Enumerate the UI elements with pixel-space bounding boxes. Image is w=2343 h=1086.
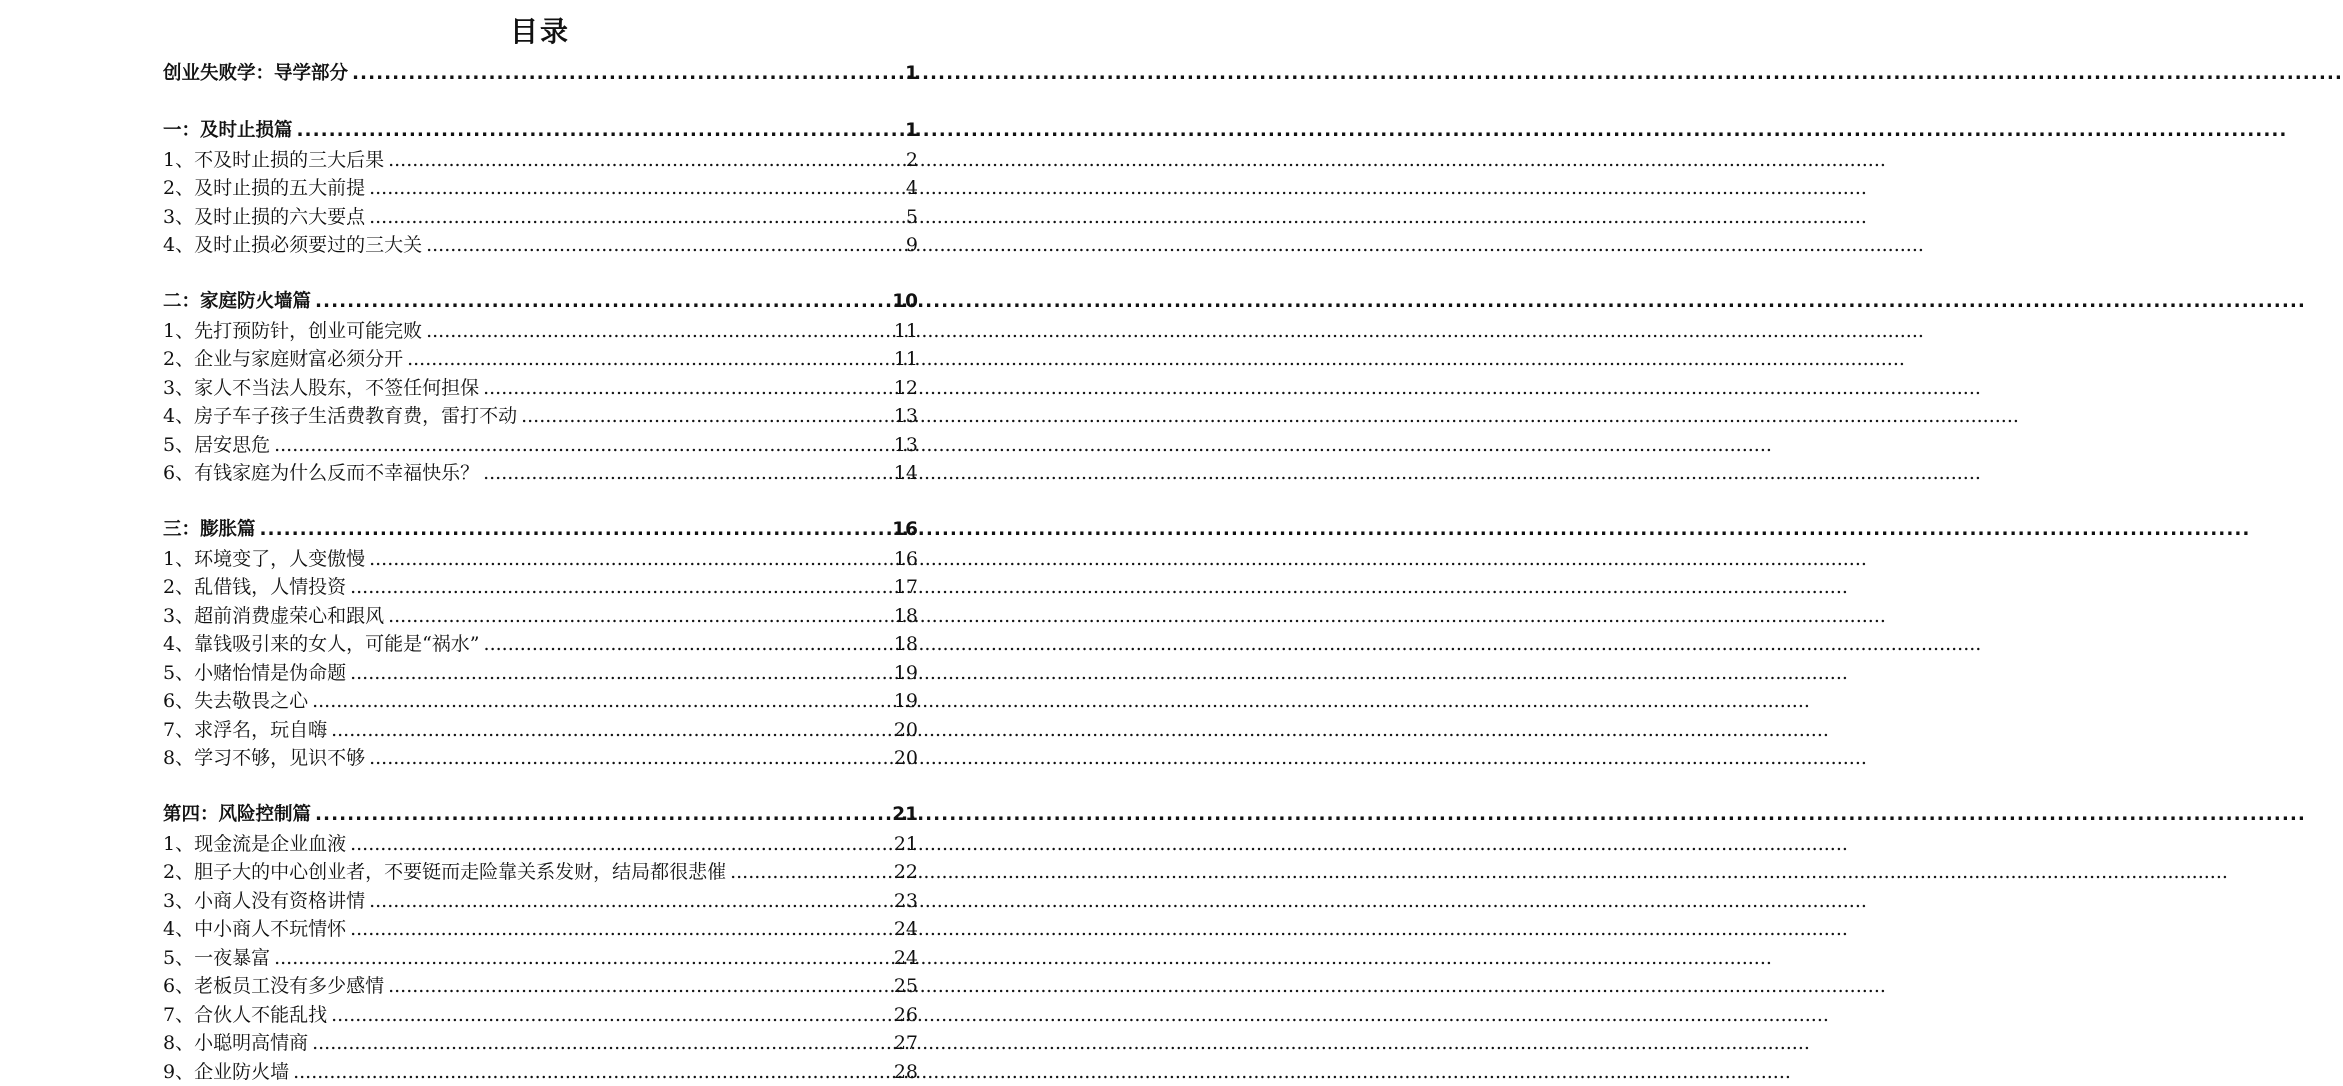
section-gap <box>163 773 918 802</box>
section-gap <box>163 488 918 517</box>
toc-item-label: 3、超前消费虚荣心和跟风 <box>163 602 384 631</box>
dot-leader <box>388 146 902 175</box>
toc-item-page: 4 <box>906 174 918 203</box>
toc-item-label: 6、有钱家庭为什么反而不幸福快乐？ <box>163 459 479 488</box>
toc-section-page: 21 <box>892 801 918 830</box>
dot-leader <box>331 1001 890 1030</box>
dot-leader <box>369 203 902 232</box>
toc-item-page: 14 <box>894 459 918 488</box>
toc-item-label: 8、学习不够，见识不够 <box>163 744 365 773</box>
dot-leader <box>293 1058 890 1086</box>
toc-item[interactable] <box>163 687 918 716</box>
toc-item-page: 20 <box>894 716 918 745</box>
toc-item[interactable] <box>163 174 918 203</box>
toc-item-label: 9、企业防火墙 <box>163 1058 289 1086</box>
toc-item-label: 2、乱借钱，人情投资 <box>163 573 346 602</box>
toc-item-page: 28 <box>894 1058 918 1086</box>
toc-item[interactable] <box>163 431 918 460</box>
dot-leader <box>369 744 890 773</box>
toc-section-page: 1 <box>905 117 918 146</box>
toc-item-page: 19 <box>894 687 918 716</box>
toc-item-page: 18 <box>894 630 918 659</box>
toc-item[interactable] <box>163 602 918 631</box>
toc-item-label: 5、一夜暴富 <box>163 944 270 973</box>
toc-item-label: 4、中小商人不玩情怀 <box>163 915 346 944</box>
toc-item[interactable] <box>163 1058 918 1086</box>
toc-item[interactable] <box>163 1001 918 1030</box>
toc-item[interactable] <box>163 972 918 1001</box>
dot-leader <box>483 459 890 488</box>
toc-item[interactable] <box>163 345 918 374</box>
toc-section-label: 三：膨胀篇 <box>163 516 256 545</box>
dot-leader <box>730 858 890 887</box>
toc-item[interactable] <box>163 317 918 346</box>
dot-leader <box>369 887 890 916</box>
toc-item-label: 3、及时止损的六大要点 <box>163 203 365 232</box>
toc-item-page: 16 <box>894 545 918 574</box>
dot-leader <box>521 402 890 431</box>
toc-item[interactable] <box>163 459 918 488</box>
toc-item[interactable] <box>163 744 918 773</box>
toc-item-page: 13 <box>894 431 918 460</box>
toc-item[interactable] <box>163 858 918 887</box>
dot-leader <box>274 431 890 460</box>
dot-leader <box>350 573 890 602</box>
dot-leader <box>315 801 888 830</box>
dot-leader <box>388 972 890 1001</box>
toc-item-page: 24 <box>894 915 918 944</box>
toc-item-label: 2、及时止损的五大前提 <box>163 174 365 203</box>
toc-item-page: 20 <box>894 744 918 773</box>
dot-leader <box>331 716 890 745</box>
toc-item[interactable] <box>163 830 918 859</box>
toc-item-page: 12 <box>894 374 918 403</box>
dot-leader <box>426 317 890 346</box>
toc-item-page: 26 <box>894 1001 918 1030</box>
dot-leader <box>312 687 890 716</box>
toc-item-page: 2 <box>906 146 918 175</box>
section-gap <box>163 260 918 289</box>
toc-item-label: 2、胆子大的中心创业者，不要铤而走险靠关系发财，结局都很悲催 <box>163 858 726 887</box>
toc-section-entry[interactable] <box>163 288 918 317</box>
dot-leader <box>312 1029 890 1058</box>
dot-leader <box>369 545 890 574</box>
toc-item[interactable] <box>163 887 918 916</box>
dot-leader <box>350 659 890 688</box>
toc-item-page: 17 <box>894 573 918 602</box>
toc-item-page: 27 <box>894 1029 918 1058</box>
section-gap <box>163 89 918 118</box>
toc-item-label: 4、房子车子孩子生活费教育费，雷打不动 <box>163 402 517 431</box>
toc-item[interactable] <box>163 630 918 659</box>
toc-item-label: 4、靠钱吸引来的女人，可能是“祸水” <box>163 630 480 659</box>
dot-leader <box>350 915 890 944</box>
dot-leader <box>484 630 890 659</box>
toc-item[interactable] <box>163 374 918 403</box>
toc-item-page: 23 <box>894 887 918 916</box>
dot-leader <box>426 231 902 260</box>
toc-item-page: 5 <box>906 203 918 232</box>
toc-item-label: 1、先打预防针，创业可能完败 <box>163 317 422 346</box>
toc-item-label: 3、小商人没有资格讲情 <box>163 887 365 916</box>
toc-item[interactable] <box>163 402 918 431</box>
dot-leader <box>369 174 902 203</box>
toc-section-label: 二：家庭防火墙篇 <box>163 288 311 317</box>
toc-item-label: 1、不及时止损的三大后果 <box>163 146 384 175</box>
dot-leader <box>407 345 890 374</box>
toc-item-page: 21 <box>894 830 918 859</box>
toc-intro-entry[interactable] <box>163 60 918 89</box>
toc-item-page: 18 <box>894 602 918 631</box>
toc-item-label: 8、小聪明高情商 <box>163 1029 308 1058</box>
dot-leader <box>483 374 890 403</box>
toc-item[interactable] <box>163 716 918 745</box>
toc-item-label: 7、求浮名，玩自嗨 <box>163 716 327 745</box>
toc-item-label: 1、环境变了，人变傲慢 <box>163 545 365 574</box>
toc-item-label: 2、企业与家庭财富必须分开 <box>163 345 403 374</box>
toc-section-page: 10 <box>892 288 918 317</box>
toc-item[interactable] <box>163 659 918 688</box>
toc-section-page: 16 <box>892 516 918 545</box>
toc-item[interactable] <box>163 203 918 232</box>
toc-item-page: 9 <box>906 231 918 260</box>
toc-item-page: 19 <box>894 659 918 688</box>
toc-item-label: 5、居安思危 <box>163 431 270 460</box>
toc-item-label: 4、及时止损必须要过的三大关 <box>163 231 422 260</box>
dot-leader <box>274 944 890 973</box>
toc-item-label: 6、老板员工没有多少感情 <box>163 972 384 1001</box>
toc-section-entry[interactable] <box>163 516 918 545</box>
toc-item[interactable] <box>163 944 918 973</box>
toc-item[interactable] <box>163 915 918 944</box>
toc-item-label: 1、现金流是企业血液 <box>163 830 346 859</box>
toc-section-label: 一：及时止损篇 <box>163 117 293 146</box>
dot-leader <box>350 830 890 859</box>
toc-item-page: 24 <box>894 944 918 973</box>
page-title: 目录 <box>0 12 1080 52</box>
toc-item-page: 25 <box>894 972 918 1001</box>
toc-item[interactable] <box>163 146 918 175</box>
toc-item-label: 3、家人不当法人股东，不签任何担保 <box>163 374 479 403</box>
dot-leader <box>388 602 890 631</box>
table-of-contents <box>163 60 918 1086</box>
toc-entry-label: 创业失败学：导学部分 <box>163 60 348 89</box>
toc-item[interactable] <box>163 231 918 260</box>
toc-item-page: 22 <box>894 858 918 887</box>
toc-entry-page: 1 <box>905 60 918 89</box>
dot-leader <box>315 288 888 317</box>
toc-item-label: 5、小赌怡情是伪命题 <box>163 659 346 688</box>
toc-item-page: 11 <box>894 345 918 374</box>
toc-item-label: 6、失去敬畏之心 <box>163 687 308 716</box>
toc-section-entry[interactable] <box>163 117 918 146</box>
toc-item-page: 11 <box>894 317 918 346</box>
dot-leader <box>297 117 902 146</box>
toc-item[interactable] <box>163 545 918 574</box>
dot-leader <box>352 60 901 89</box>
toc-section-entry[interactable] <box>163 801 918 830</box>
toc-item-label: 7、合伙人不能乱找 <box>163 1001 327 1030</box>
toc-item[interactable] <box>163 1029 918 1058</box>
toc-item[interactable] <box>163 573 918 602</box>
toc-item-page: 13 <box>894 402 918 431</box>
dot-leader <box>260 516 889 545</box>
toc-section-label: 第四：风险控制篇 <box>163 801 311 830</box>
